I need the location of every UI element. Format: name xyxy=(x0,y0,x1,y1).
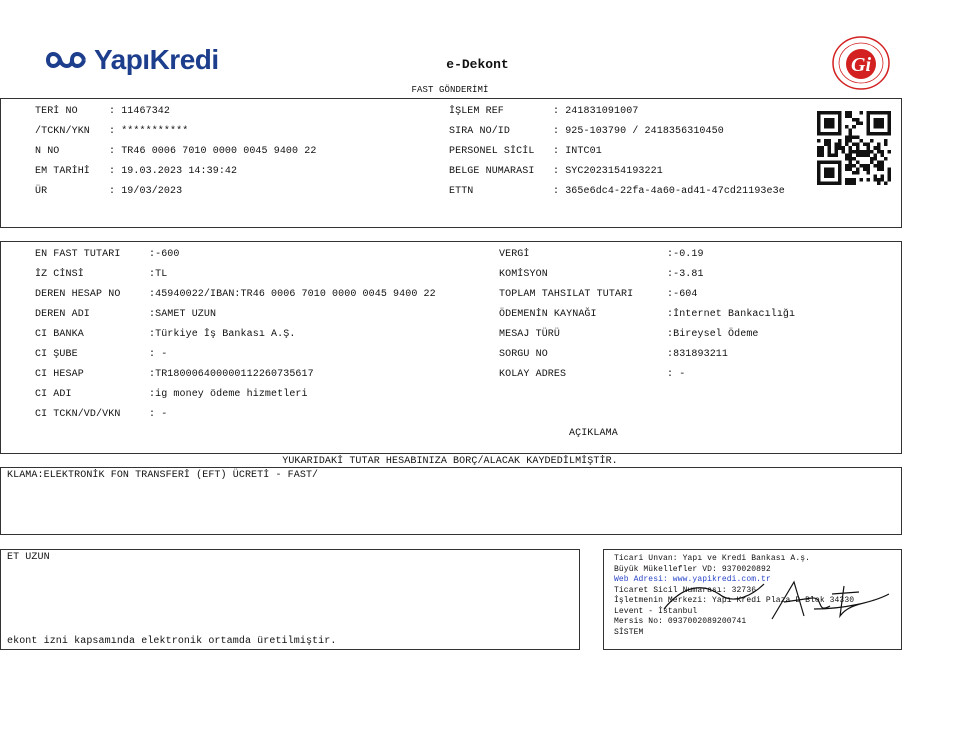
info-right-label: ETTN xyxy=(449,186,474,197)
info-right-value: : 241831091007 xyxy=(553,106,639,117)
detail-right-value: :Bireysel Ödeme xyxy=(667,329,759,340)
detail-right-value: :-604 xyxy=(667,289,698,300)
detail-right-label: SORGU NO xyxy=(499,349,548,360)
detail-left-value: : - xyxy=(149,349,168,360)
detail-right-label: MESAJ TÜRÜ xyxy=(499,329,561,340)
detail-right-label: KOLAY ADRES xyxy=(499,369,567,380)
document-title: e-Dekont xyxy=(446,57,509,72)
transaction-info-box xyxy=(0,98,902,228)
brand-name: YapıKredi xyxy=(94,44,219,75)
detail-left-label: CI ADI xyxy=(35,389,72,400)
detail-left-value: :45940022/IBAN:TR46 0006 7010 0000 0045 9400 22 xyxy=(149,289,436,300)
detail-left-value: :SAMET UZUN xyxy=(149,309,217,320)
svg-text:Gi: Gi xyxy=(851,54,871,76)
detail-left-label: CI HESAP xyxy=(35,369,84,380)
detail-left-label: DEREN ADI xyxy=(35,309,90,320)
detail-right-label: ÖDEMENİN KAYNAĞI xyxy=(499,309,597,320)
footer-note: ekont izni kapsamında elektronik ortamda üretilmiştir. xyxy=(7,636,337,647)
info-left-value: : TR46 0006 7010 0000 0045 9400 22 xyxy=(109,146,317,157)
detail-right-label: TOPLAM TAHSILAT TUTARI xyxy=(499,289,634,300)
detail-left-label: DEREN HESAP NO xyxy=(35,289,121,300)
detail-left-value: :ig money ödeme hizmetleri xyxy=(149,389,308,400)
detail-right-value: :831893211 xyxy=(667,349,729,360)
notice-text: YUKARIDAKİ TUTAR HESABINIZA BORÇ/ALACAK KAYDEDİLMİŞTİR. xyxy=(282,456,618,467)
info-left-label: TERİ NO xyxy=(35,106,78,117)
qr-code-icon xyxy=(817,111,891,185)
bank-info-line: Büyük Mükellefler VD: 9370020892 xyxy=(614,564,771,574)
description-box xyxy=(0,467,902,535)
customer-name: ET UZUN xyxy=(7,552,50,563)
info-right-value: : 925-103790 / 2418356310450 xyxy=(553,126,724,137)
detail-left-label: EN FAST TUTARI xyxy=(35,249,121,260)
detail-left-value: :Türkiye İş Bankası A.Ş. xyxy=(149,329,296,340)
signature-icon xyxy=(644,564,894,634)
info-left-label: N NO xyxy=(35,146,60,157)
detail-left-label: CI BANKA xyxy=(35,329,84,340)
bank-info-box xyxy=(603,549,902,650)
bank-info-line: Mersis No: 0937002089200741 xyxy=(614,617,747,626)
document-subtitle: FAST GÖNDERİMİ xyxy=(411,85,489,95)
seal-icon xyxy=(829,35,893,91)
detail-right-label: VERGİ xyxy=(499,249,530,260)
info-right-label: PERSONEL SİCİL xyxy=(449,146,535,157)
info-right-value: : INTC01 xyxy=(553,146,602,157)
info-left-value: : *********** xyxy=(109,126,189,137)
detail-left-label: İZ CİNSİ xyxy=(35,269,84,280)
info-right-label: SIRA NO/ID xyxy=(449,126,511,137)
info-right-label: İŞLEM REF xyxy=(449,106,504,117)
detail-right-label: KOMİSYON xyxy=(499,269,548,280)
detail-right-value: :İnternet Bankacılığı xyxy=(667,309,796,320)
bank-info-line[interactable]: Web Adresi: www.yapikredi.com.tr xyxy=(614,575,771,584)
bank-info-line: Levent - İstanbul xyxy=(614,606,698,616)
detail-left-value: :-600 xyxy=(149,249,180,260)
customer-box xyxy=(0,549,580,650)
detail-left-value: :TL xyxy=(149,269,168,280)
description-text: KLAMA:ELEKTRONİK FON TRANSFERİ (EFT) ÜCRETİ - FAST/ xyxy=(7,470,319,481)
bank-info-line: Ticaret Sicil Numarası: 32736 xyxy=(614,585,757,595)
info-left-label: ÜR xyxy=(35,186,48,197)
detail-right-value: :-0.19 xyxy=(667,249,704,260)
detail-left-value: :TR180006400000112260735617 xyxy=(149,369,314,380)
info-left-label: EM TARİHİ xyxy=(35,166,90,177)
info-right-value: : SYC2023154193221 xyxy=(553,166,663,177)
detail-right-value: :-3.81 xyxy=(667,269,704,280)
info-left-label: /TCKN/YKN xyxy=(35,126,90,137)
bank-info-line: İşletmenin Merkezi: Yapı Kredi Plaza D Blok 34330 xyxy=(614,596,855,605)
bank-info-line: Ticari Unvan: Yapı ve Kredi Bankası A.ş. xyxy=(614,554,811,563)
info-right-value: : 365e6dc4-22fa-4a60-ad41-47cd21193e3e xyxy=(553,186,785,197)
aciklama-label: AÇIKLAMA xyxy=(569,428,618,439)
transfer-details-box xyxy=(0,241,902,454)
info-left-value: : 19/03/2023 xyxy=(109,186,183,197)
info-left-value: : 11467342 xyxy=(109,106,171,117)
detail-left-label: CI ŞUBE xyxy=(35,349,78,360)
detail-left-label: CI TCKN/VD/VKN xyxy=(35,409,121,420)
info-left-value: : 19.03.2023 14:39:42 xyxy=(109,166,238,177)
info-right-label: BELGE NUMARASI xyxy=(449,166,535,177)
detail-right-value: : - xyxy=(667,369,686,380)
detail-left-value: : - xyxy=(149,409,168,420)
system-label: SİSTEM xyxy=(614,627,644,637)
